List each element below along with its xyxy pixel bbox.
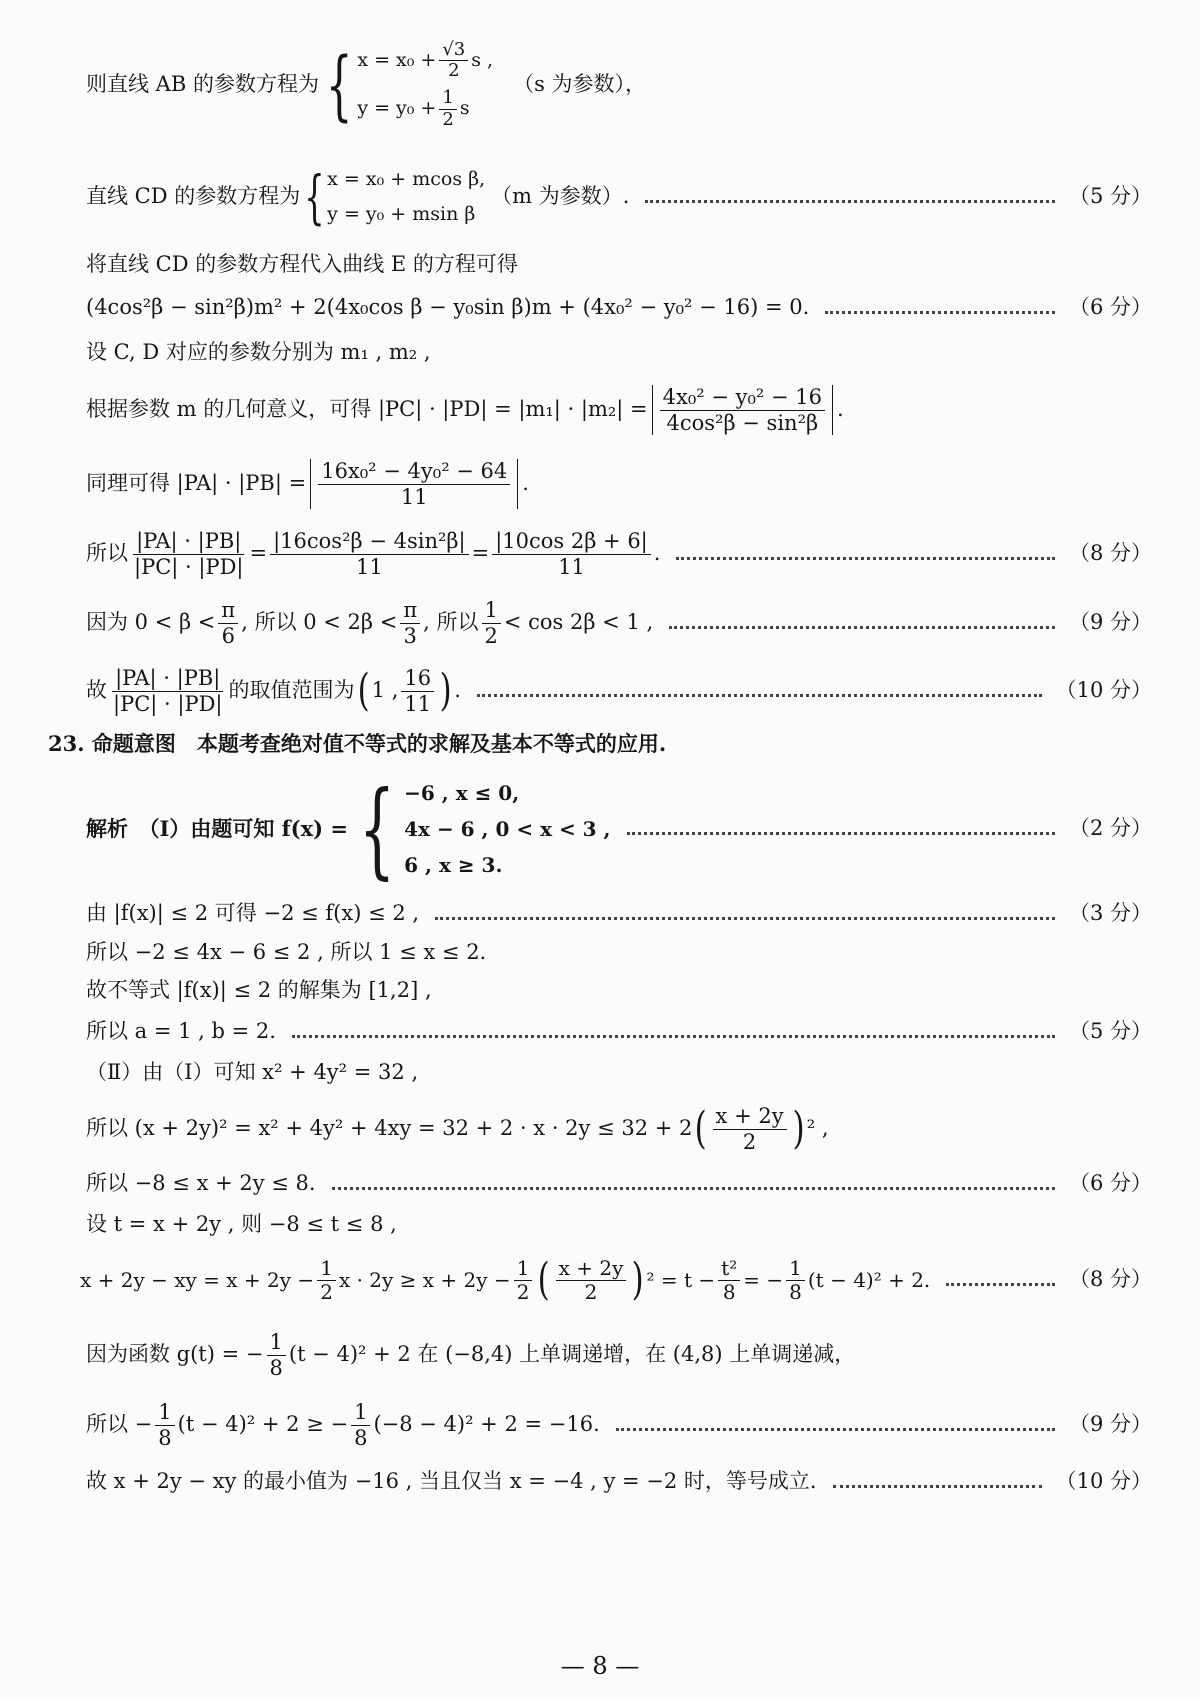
fraction bbox=[660, 385, 825, 434]
text: (−8 − 4)² + 2 = −16. bbox=[373, 1412, 600, 1437]
text: 故 bbox=[86, 678, 107, 703]
denominator: 2 bbox=[320, 1279, 333, 1304]
text: 直线 CD 的参数方程为 bbox=[86, 184, 301, 209]
numerator: √3 bbox=[439, 40, 468, 62]
fraction bbox=[110, 666, 226, 715]
text: . bbox=[522, 471, 529, 496]
fraction bbox=[514, 1257, 533, 1304]
fraction bbox=[131, 529, 247, 578]
text: 设 C, D 对应的参数分别为 m₁ , m₂ , bbox=[86, 340, 431, 365]
eq-row bbox=[357, 40, 493, 82]
text: . bbox=[653, 541, 661, 566]
dot-leader bbox=[669, 626, 1055, 629]
denominator: 8 bbox=[722, 1279, 736, 1304]
text: （Ⅱ）由（Ⅰ）可知 x² + 4y² = 32 , bbox=[86, 1060, 419, 1085]
denominator: 2 bbox=[584, 1279, 598, 1304]
text: 故 x + 2y − xy 的最小值为 −16 , 当且仅当 x = −4 , y = −2 时，等号成立. bbox=[86, 1469, 817, 1494]
line-quadratic bbox=[86, 292, 1152, 324]
text: (4cos²β − sin²β)m² + 2(4x₀cos β − y₀sin β)m + (4x₀² − y₀² − 16) = 0. bbox=[86, 295, 810, 320]
text: . bbox=[837, 397, 844, 422]
line-ratio bbox=[86, 524, 1152, 584]
numerator: |PA| · |PB| bbox=[112, 666, 223, 691]
denominator: 11 bbox=[404, 691, 432, 716]
dot-leader bbox=[825, 311, 1055, 314]
text: 根据参数 m 的几何意义，可得 |PC| · |PD| = |m₁| · |m₂| = bbox=[86, 397, 648, 422]
left-paren: ( bbox=[537, 1254, 551, 1305]
dot-leader bbox=[435, 917, 1055, 920]
numerator: |16cos²β − 4sin²β| bbox=[270, 529, 469, 554]
fraction bbox=[439, 40, 468, 82]
dot-leader bbox=[616, 1428, 1055, 1431]
left-brace: { bbox=[304, 163, 325, 231]
score: （6 分） bbox=[1068, 295, 1152, 320]
denominator: 8 bbox=[158, 1425, 172, 1450]
text: 因为函数 g(t) = − bbox=[86, 1342, 264, 1367]
score: （8 分） bbox=[1068, 541, 1152, 566]
denominator: 8 bbox=[269, 1355, 283, 1380]
fraction bbox=[713, 1104, 787, 1153]
denominator: 11 bbox=[400, 484, 428, 509]
eq-row bbox=[357, 88, 493, 130]
line-monotonic bbox=[86, 1325, 1152, 1385]
text: 将直线 CD 的参数方程代入曲线 E 的方程可得 bbox=[86, 252, 518, 277]
line-solution-set bbox=[86, 976, 1152, 1006]
left-brace: { bbox=[358, 768, 396, 890]
text: ² = t − bbox=[646, 1268, 716, 1292]
absolute-value bbox=[652, 385, 833, 434]
line-pa-pb bbox=[86, 452, 1152, 516]
denominator: |PC| · |PD| bbox=[113, 691, 223, 716]
score: （10 分） bbox=[1055, 678, 1152, 703]
dot-leader bbox=[627, 832, 1055, 835]
fraction bbox=[218, 598, 238, 647]
dot-leader bbox=[332, 1187, 1055, 1190]
dot-leader bbox=[645, 200, 1055, 203]
text: （s 为参数）， bbox=[513, 72, 647, 97]
fraction bbox=[351, 1400, 370, 1449]
score: （5 分） bbox=[1068, 184, 1152, 209]
text: 故不等式 |f(x)| ≤ 2 的解集为 [1,2] , bbox=[86, 978, 432, 1003]
dot-leader bbox=[946, 1283, 1055, 1286]
fraction bbox=[556, 1257, 627, 1304]
numerator: 1 bbox=[317, 1257, 336, 1281]
dot-leader bbox=[676, 557, 1055, 560]
numerator: x + 2y bbox=[556, 1257, 627, 1281]
numerator: 16 bbox=[401, 666, 434, 691]
right-paren: ) bbox=[792, 1103, 805, 1154]
score: （2 分） bbox=[1068, 816, 1152, 841]
text: x = x₀ + bbox=[357, 48, 437, 71]
text: ² , bbox=[806, 1116, 829, 1141]
case: 6 , x ≥ 3. bbox=[404, 853, 503, 877]
text: 因为 0 < β < bbox=[86, 610, 216, 635]
fraction bbox=[439, 88, 456, 130]
numerator: 1 bbox=[482, 598, 501, 623]
line-ab-parametric bbox=[86, 30, 1152, 140]
fraction bbox=[267, 1330, 286, 1379]
denominator: 2 bbox=[442, 108, 454, 130]
text: x + 2y − xy = x + 2y − bbox=[80, 1268, 315, 1292]
dot-leader bbox=[833, 1485, 1042, 1488]
case: −6 , x ≤ 0, bbox=[404, 781, 520, 805]
numerator: 1 bbox=[155, 1400, 174, 1425]
text: 的取值范围为 bbox=[228, 678, 355, 703]
right-paren: ) bbox=[439, 665, 452, 716]
line-let-t bbox=[86, 1210, 1152, 1240]
numerator: 1 bbox=[439, 88, 456, 110]
left-paren: ( bbox=[357, 665, 370, 716]
fraction bbox=[401, 666, 434, 715]
fraction bbox=[318, 459, 510, 508]
piecewise-cases bbox=[404, 781, 610, 877]
question-23-intent bbox=[48, 728, 1152, 760]
text: 同理可得 |PA| · |PB| = bbox=[86, 471, 307, 496]
fraction bbox=[482, 598, 501, 647]
line-beta-range bbox=[86, 592, 1152, 654]
line-params bbox=[86, 338, 1152, 368]
eq-row: x = x₀ + mcos β, bbox=[327, 168, 486, 191]
fraction bbox=[786, 1257, 805, 1304]
fraction bbox=[400, 598, 420, 647]
line-a-b bbox=[86, 1016, 1152, 1048]
score: （3 分） bbox=[1068, 901, 1152, 926]
numerator: 1 bbox=[786, 1257, 805, 1281]
numerator: |10cos 2β + 6| bbox=[492, 529, 651, 554]
numerator: |PA| · |PB| bbox=[133, 529, 244, 554]
fraction bbox=[270, 529, 469, 578]
text: 23. 命题意图 本题考查绝对值不等式的求解及基本不等式的应用. bbox=[48, 731, 667, 757]
numerator: π bbox=[218, 598, 238, 623]
numerator: 4x₀² − y₀² − 16 bbox=[660, 385, 825, 410]
fraction bbox=[317, 1257, 336, 1304]
denominator: 11 bbox=[355, 554, 383, 579]
score: （9 分） bbox=[1068, 1412, 1152, 1437]
text: s bbox=[459, 97, 470, 120]
text: 设 t = x + 2y , 则 −8 ≤ t ≤ 8 , bbox=[86, 1212, 397, 1237]
numerator: 1 bbox=[514, 1257, 533, 1281]
line-square-bound bbox=[86, 1098, 1152, 1160]
line-sum-range bbox=[86, 1168, 1152, 1200]
text: = bbox=[249, 541, 268, 566]
denominator: 4cos²β − sin²β bbox=[666, 410, 819, 435]
text: (t − 4)² + 2 ≥ − bbox=[177, 1412, 349, 1437]
text: 所以 a = 1 , b = 2. bbox=[86, 1019, 276, 1044]
line-substitute bbox=[86, 250, 1152, 280]
numerator: x + 2y bbox=[713, 1104, 787, 1129]
denominator: 11 bbox=[558, 554, 585, 579]
text: 所以 (x + 2y)² = x² + 4y² + 4xy = 32 + 2 · x · 2y ≤ 32 + 2 bbox=[86, 1116, 693, 1141]
text: s , bbox=[471, 48, 494, 71]
text: 所以 − bbox=[86, 1412, 153, 1437]
text: = bbox=[471, 541, 490, 566]
denominator: 2 bbox=[742, 1129, 757, 1154]
page-number: — 8 — bbox=[560, 1652, 640, 1680]
text: （m 为参数）. bbox=[491, 184, 630, 209]
line-conclusion bbox=[86, 1466, 1152, 1498]
line-abs-fx bbox=[86, 898, 1152, 930]
line-cd-parametric bbox=[86, 162, 1152, 232]
equation-system bbox=[357, 40, 493, 131]
line-min-value bbox=[86, 1395, 1152, 1455]
denominator: 3 bbox=[403, 623, 417, 648]
case: 4x − 6 , 0 < x < 3 , bbox=[404, 817, 611, 841]
text: 所以 bbox=[86, 541, 128, 566]
text: x · 2y ≥ x + 2y − bbox=[338, 1268, 511, 1292]
line-part2 bbox=[86, 1058, 1152, 1088]
denominator: 2 bbox=[448, 60, 460, 82]
score: （6 分） bbox=[1068, 1171, 1152, 1196]
equation-system bbox=[327, 168, 485, 226]
denominator: 2 bbox=[516, 1279, 530, 1304]
absolute-value bbox=[310, 459, 518, 508]
denominator: 8 bbox=[354, 1425, 368, 1450]
right-paren: ) bbox=[631, 1254, 644, 1305]
left-brace: { bbox=[325, 40, 353, 129]
text: , 所以 bbox=[423, 610, 479, 635]
text: < cos 2β < 1 , bbox=[503, 610, 654, 635]
line-x-range bbox=[86, 938, 1152, 968]
score: （5 分） bbox=[1068, 1019, 1152, 1044]
numerator: π bbox=[400, 598, 420, 623]
score: （10 分） bbox=[1055, 1469, 1152, 1494]
numerator: t² bbox=[718, 1257, 740, 1281]
score: （8 分） bbox=[1068, 1267, 1152, 1292]
left-paren: ( bbox=[694, 1103, 707, 1154]
denominator: |PC| · |PD| bbox=[134, 554, 244, 579]
text: (t − 4)² + 2 在 (−8,4) 上单调递增，在 (4,8) 上单调递减， bbox=[288, 1342, 856, 1367]
fraction bbox=[718, 1257, 740, 1304]
fraction bbox=[492, 529, 651, 578]
text: = − bbox=[743, 1268, 784, 1292]
text: 则直线 AB 的参数方程为 bbox=[86, 72, 319, 97]
numerator: 1 bbox=[351, 1400, 370, 1425]
text: 解析 （Ⅰ）由题可知 f(x) = bbox=[86, 816, 348, 842]
text: (t − 4)² + 2. bbox=[807, 1268, 931, 1292]
dot-leader bbox=[477, 694, 1042, 697]
line-t-expression bbox=[80, 1248, 1152, 1312]
text: 所以 −2 ≤ 4x − 6 ≤ 2 , 所以 1 ≤ x ≤ 2. bbox=[86, 940, 487, 965]
text: 1 , bbox=[371, 678, 399, 703]
text: , 所以 0 < 2β < bbox=[241, 610, 398, 635]
line-piecewise bbox=[86, 768, 1152, 890]
fraction bbox=[155, 1400, 174, 1449]
denominator: 6 bbox=[221, 623, 235, 648]
line-range-result: 故 $\frac{|PA| \cdot |PB|}{|PC| \cdot |PD|}$ 的取值范围为 ( 1 , $\frac{16}{11}$ ) . （10 分） bbox=[86, 665, 1152, 716]
text: y = y₀ + bbox=[357, 97, 437, 120]
text: 所以 −8 ≤ x + 2y ≤ 8. bbox=[86, 1171, 316, 1196]
numerator: 16x₀² − 4y₀² − 64 bbox=[318, 459, 510, 484]
denominator: 8 bbox=[789, 1279, 802, 1304]
denominator: 2 bbox=[484, 623, 498, 648]
dot-leader bbox=[292, 1035, 1055, 1038]
score: （9 分） bbox=[1068, 610, 1152, 635]
eq-row: y = y₀ + msin β bbox=[327, 203, 476, 225]
text: 由 |f(x)| ≤ 2 可得 −2 ≤ f(x) ≤ 2 , bbox=[86, 901, 420, 926]
line-pc-pd bbox=[86, 378, 1152, 442]
numerator: 1 bbox=[267, 1330, 286, 1355]
